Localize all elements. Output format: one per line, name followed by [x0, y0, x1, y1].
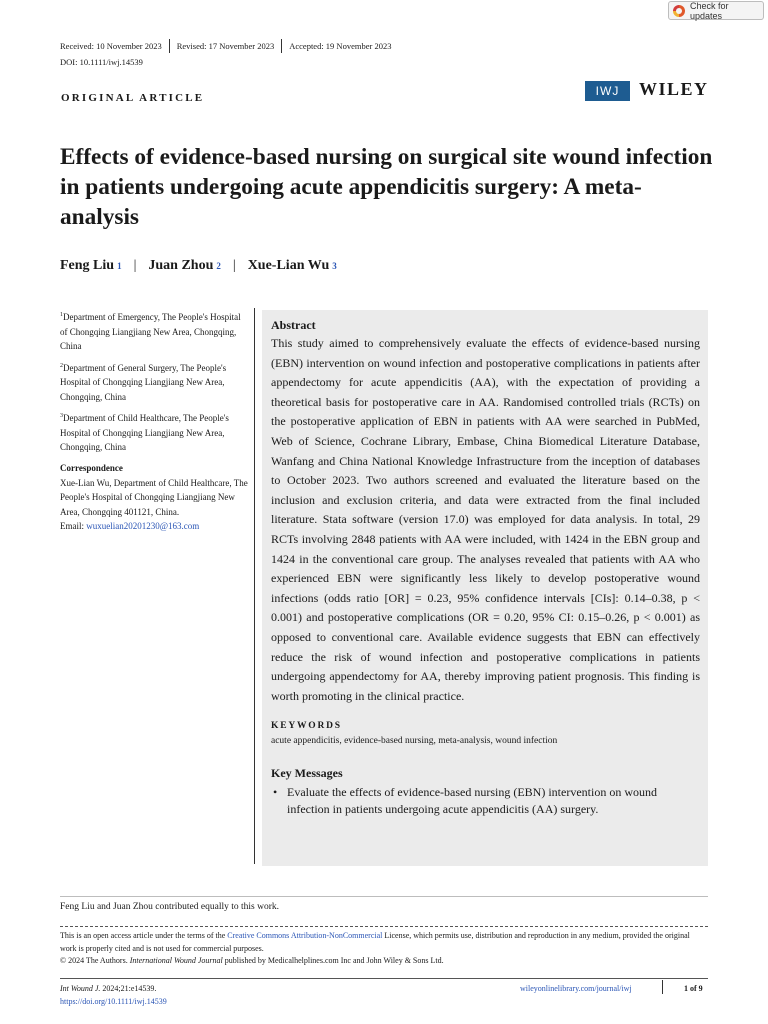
bullet: •	[273, 785, 278, 800]
email-label: Email:	[60, 521, 87, 531]
correspondence-text: Xue-Lian Wu, Department of Child Healthcare, The People's Hospital of Chongqing Liangjiang New Area, Chongqing 401121, China.	[60, 477, 248, 517]
footnote-rule	[60, 896, 708, 897]
license-prefix: This is an open access article under the terms of the	[60, 931, 228, 940]
date-divider	[169, 39, 170, 53]
license-suffix: License, which permits use, distribution and reproduction in any medium, provided the original work is properly cited and is not used for commercial purposes.	[60, 931, 690, 953]
affiliation-item	[60, 308, 250, 354]
article-dates	[60, 39, 391, 53]
contribution-note: Feng Liu and Juan Zhou contributed equally to this work.	[60, 902, 279, 912]
column-divider	[254, 308, 255, 864]
accepted-date: Accepted: 19 November 2023	[289, 41, 392, 51]
author-affiliation-ref[interactable]: 2	[216, 261, 221, 271]
journal-logo: IWJ	[585, 81, 630, 101]
footer-rule	[60, 978, 708, 979]
article-title: Effects of evidence-based nursing on surgical site wound infection in patients undergoing acute appendicitis surgery: A meta-analysis	[60, 144, 713, 230]
affiliation-text: Department of Child Healthcare, The People's Hospital of Chongqing Liangjiang New Area, Chongqing, China	[60, 413, 229, 452]
author-affiliation-ref[interactable]: 3	[332, 261, 337, 271]
copyright-prefix: © 2024 The Authors.	[60, 956, 130, 965]
author-separator: |	[133, 258, 137, 273]
revised-date: Revised: 17 November 2023	[176, 41, 275, 51]
license-divider	[60, 926, 708, 927]
received-date: Received: 10 November 2023	[60, 41, 162, 51]
copyright-text	[60, 955, 708, 968]
doi-link[interactable]: https://doi.org/10.1111/iwj.14539	[60, 996, 167, 1006]
date-divider	[281, 39, 282, 53]
author-name[interactable]: Juan Zhou	[148, 258, 214, 273]
abstract-box	[262, 310, 708, 866]
page-number: 1 of 9	[684, 984, 703, 993]
key-message-item	[271, 784, 700, 818]
license-note	[60, 930, 708, 968]
author-list	[60, 258, 337, 274]
correspondence	[60, 461, 250, 534]
footer-divider	[662, 980, 663, 994]
copyright-suffix: published by Medicalhelplines.com Inc and John Wiley & Sons Ltd.	[222, 956, 444, 965]
license-text	[60, 930, 708, 955]
key-message-text: Evaluate the effects of evidence-based nursing (EBN) intervention on wound infection in patients undergoing acute appendicitis (AA) surgery.	[287, 785, 657, 817]
keywords-heading: KEYWORDS	[271, 721, 342, 732]
author-name[interactable]: Xue-Lian Wu	[247, 258, 330, 273]
license-link[interactable]: Creative Commons Attribution-NonCommercial	[227, 931, 383, 940]
affiliation-item	[60, 409, 250, 455]
affiliation-number: 3	[60, 413, 63, 419]
affiliations	[60, 308, 250, 460]
journal-name: Int Wound J.	[60, 984, 101, 993]
correspondence-email-line	[60, 519, 250, 534]
affiliation-item	[60, 359, 250, 405]
abstract-heading: Abstract	[271, 318, 316, 332]
copyright-journal: International Wound Journal	[129, 956, 223, 965]
correspondence-email-link[interactable]: wuxuelian20201230@163.com	[86, 521, 200, 531]
abstract-text: This study aimed to comprehensively evaluate the effects of evidence-based nursing (EBN) intervention on wound infection and postoperative complications in patients after appendectomy for acute appendicitis (AA), with the expectation of providing a theoretical basis for postoperative care in AA. Randomised controlled trials (RCTs) on the postoperative application of EBN in patients with AA were searched in PubMed, Web of Science, Cochrane Library, Embase, China Biomedical Literature Database, Wanfang and China National Knowledge Infrastructure from the inception of databases to October 2023. Two authors screened and evaluated the literature based on the inclusion and exclusion criteria, and data were extracted from the final included literature. Stata software (version 17.0) was employed for data analysis. In total, 29 RCTs involving 2848 patients with AA were included, with 1424 in the EBN group and 1424 in the conventional care group. The analyses revealed that patients with AA who experienced EBN were significantly less likely to develop postoperative wound infections (odds ratio [OR] = 0.23, 95% confidence intervals [CIs]: 0.14–0.38, p < 0.001) and postoperative complications (OR = 0.20, 95% CI: 0.15–0.26, p < 0.001) as opposed to conventional care. Available evidence suggests that EBN can effectively reduce the risk of wound infection and postoperative complications in patients undergoing appendectomy for AA, thereby improving patient prognosis. This finding is worth promoting in the clinical practice.	[271, 336, 700, 703]
journal-site-link[interactable]: wileyonlinelibrary.com/journal/iwj	[520, 984, 632, 993]
correspondence-heading: Correspondence	[60, 463, 123, 473]
citation-details: 2024;21:e14539.	[100, 984, 157, 993]
affiliation-number: 2	[60, 362, 63, 369]
author-affiliation-ref[interactable]: 1	[117, 261, 122, 271]
affiliation-text: Department of Emergency, The People's Hospital of Chongqing Liangjiang New Area, Chongqing, China	[60, 312, 241, 351]
affiliation-text: Department of General Surgery, The People's Hospital of Chongqing Liangjiang New Area, Chongqing, China	[60, 362, 227, 402]
article-type: ORIGINAL ARTICLE	[61, 92, 205, 104]
journal-citation	[60, 983, 167, 1008]
publisher-logo: WILEY	[639, 79, 709, 99]
check-for-updates-button[interactable]	[668, 1, 764, 20]
keywords-text: acute appendicitis, evidence-based nursing, meta-analysis, wound infection	[271, 736, 558, 747]
crossmark-icon	[673, 5, 685, 17]
author-separator: |	[232, 258, 236, 273]
key-messages-heading: Key Messages	[271, 766, 343, 781]
article-doi: DOI: 10.1111/iwj.14539	[60, 57, 143, 67]
affiliation-number: 1	[60, 312, 63, 318]
author-name[interactable]: Feng Liu	[60, 258, 115, 273]
check-for-updates-label: Check for updates	[690, 0, 729, 21]
